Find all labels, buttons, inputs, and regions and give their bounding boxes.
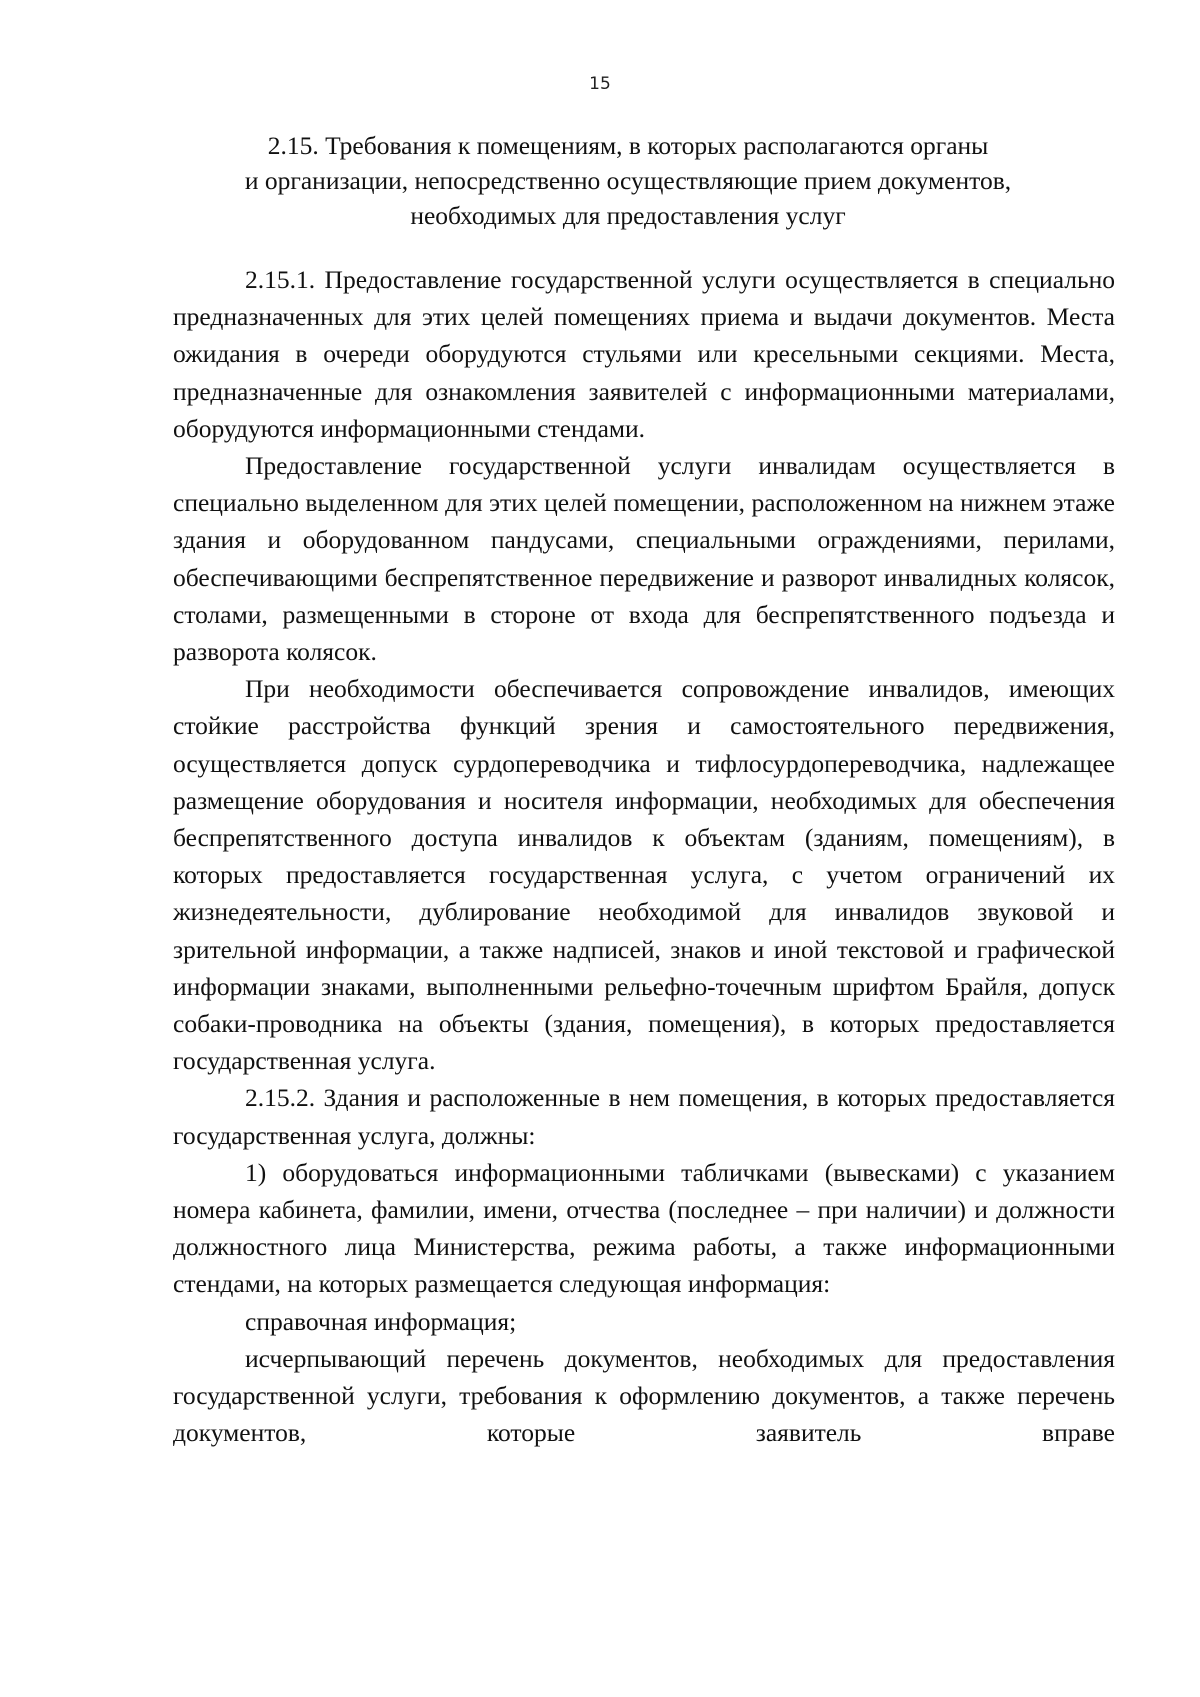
page-number: 15: [589, 74, 611, 94]
heading-line-3: необходимых для предоставления услуг: [410, 201, 846, 230]
paragraph-2-15-2: 2.15.2. Здания и расположенные в нем помещения, в которых предоставляется государственная услуга, должны:: [173, 1083, 1115, 1150]
heading-line-1: 2.15. Требования к помещениям, в которых располагаются органы: [267, 131, 989, 160]
list-item-reference-info: справочная информация;: [245, 1306, 517, 1336]
document-body: [173, 261, 1115, 1452]
paragraph-disabled-access: Предоставление государственной услуги инвалидам осуществляется в специально выделенном для этих целей помещении, расположенном на нижнем этаже здания и оборудованном пандусами, специальными ограждениями, перилами, обеспечивающими беспрепятственное передвижение и разворот инвалидных колясок, столами, размещенными в стороне от входа для беспрепятственного подъезда и разворота колясок.: [173, 451, 1115, 667]
heading-line-2: и организации, непосредственно осуществляющие прием документов,: [244, 166, 1012, 195]
section-heading: [170, 128, 1086, 233]
paragraph-2-15-1: 2.15.1. Предоставление государственной услуги осуществляется в специально предназначенных для этих целей помещениях приема и выдачи документов. Места ожидания в очереди оборудуются стульями или кресельными секциями. Места, предназначенные для ознакомления заявителей с информационными материалами, оборудуются информационными стендами.: [173, 265, 1115, 443]
paragraph-accompaniment: При необходимости обеспечивается сопровождение инвалидов, имеющих стойкие расстройства функций зрения и самостоятельного передвижения, осуществляется допуск сурдопереводчика и тифлосурдопереводчика, надлежащее размещение оборудования и носителя информации, необходимых для обеспечения беспрепятственного доступа инвалидов к объектам (зданиям, помещениям), в которых предоставляется государственная услуга, с учетом ограничений их жизнедеятельности, дублирование необходимой для инвалидов звуковой и зрительной информации, а также надписей, знаков и иной текстовой и графической информации знаками, выполненными рельефно-точечным шрифтом Брайля, допуск собаки-проводника на объекты (здания, помещения), в которых предоставляется государственная услуга.: [173, 674, 1115, 1076]
list-item-documents-list: исчерпывающий перечень документов, необходимых для предоставления государственной услуги, требования к оформлению документов, а также перечень документов, которые заявитель вправе: [173, 1343, 1115, 1448]
list-item-1: 1) оборудоваться информационными табличками (вывесками) с указанием номера кабинета, фамилии, имени, отчества (последнее – при наличии) и должности должностного лица Министерства, режима работы, а также информационными стендами, на которых размещается следующая информация:: [173, 1157, 1115, 1299]
